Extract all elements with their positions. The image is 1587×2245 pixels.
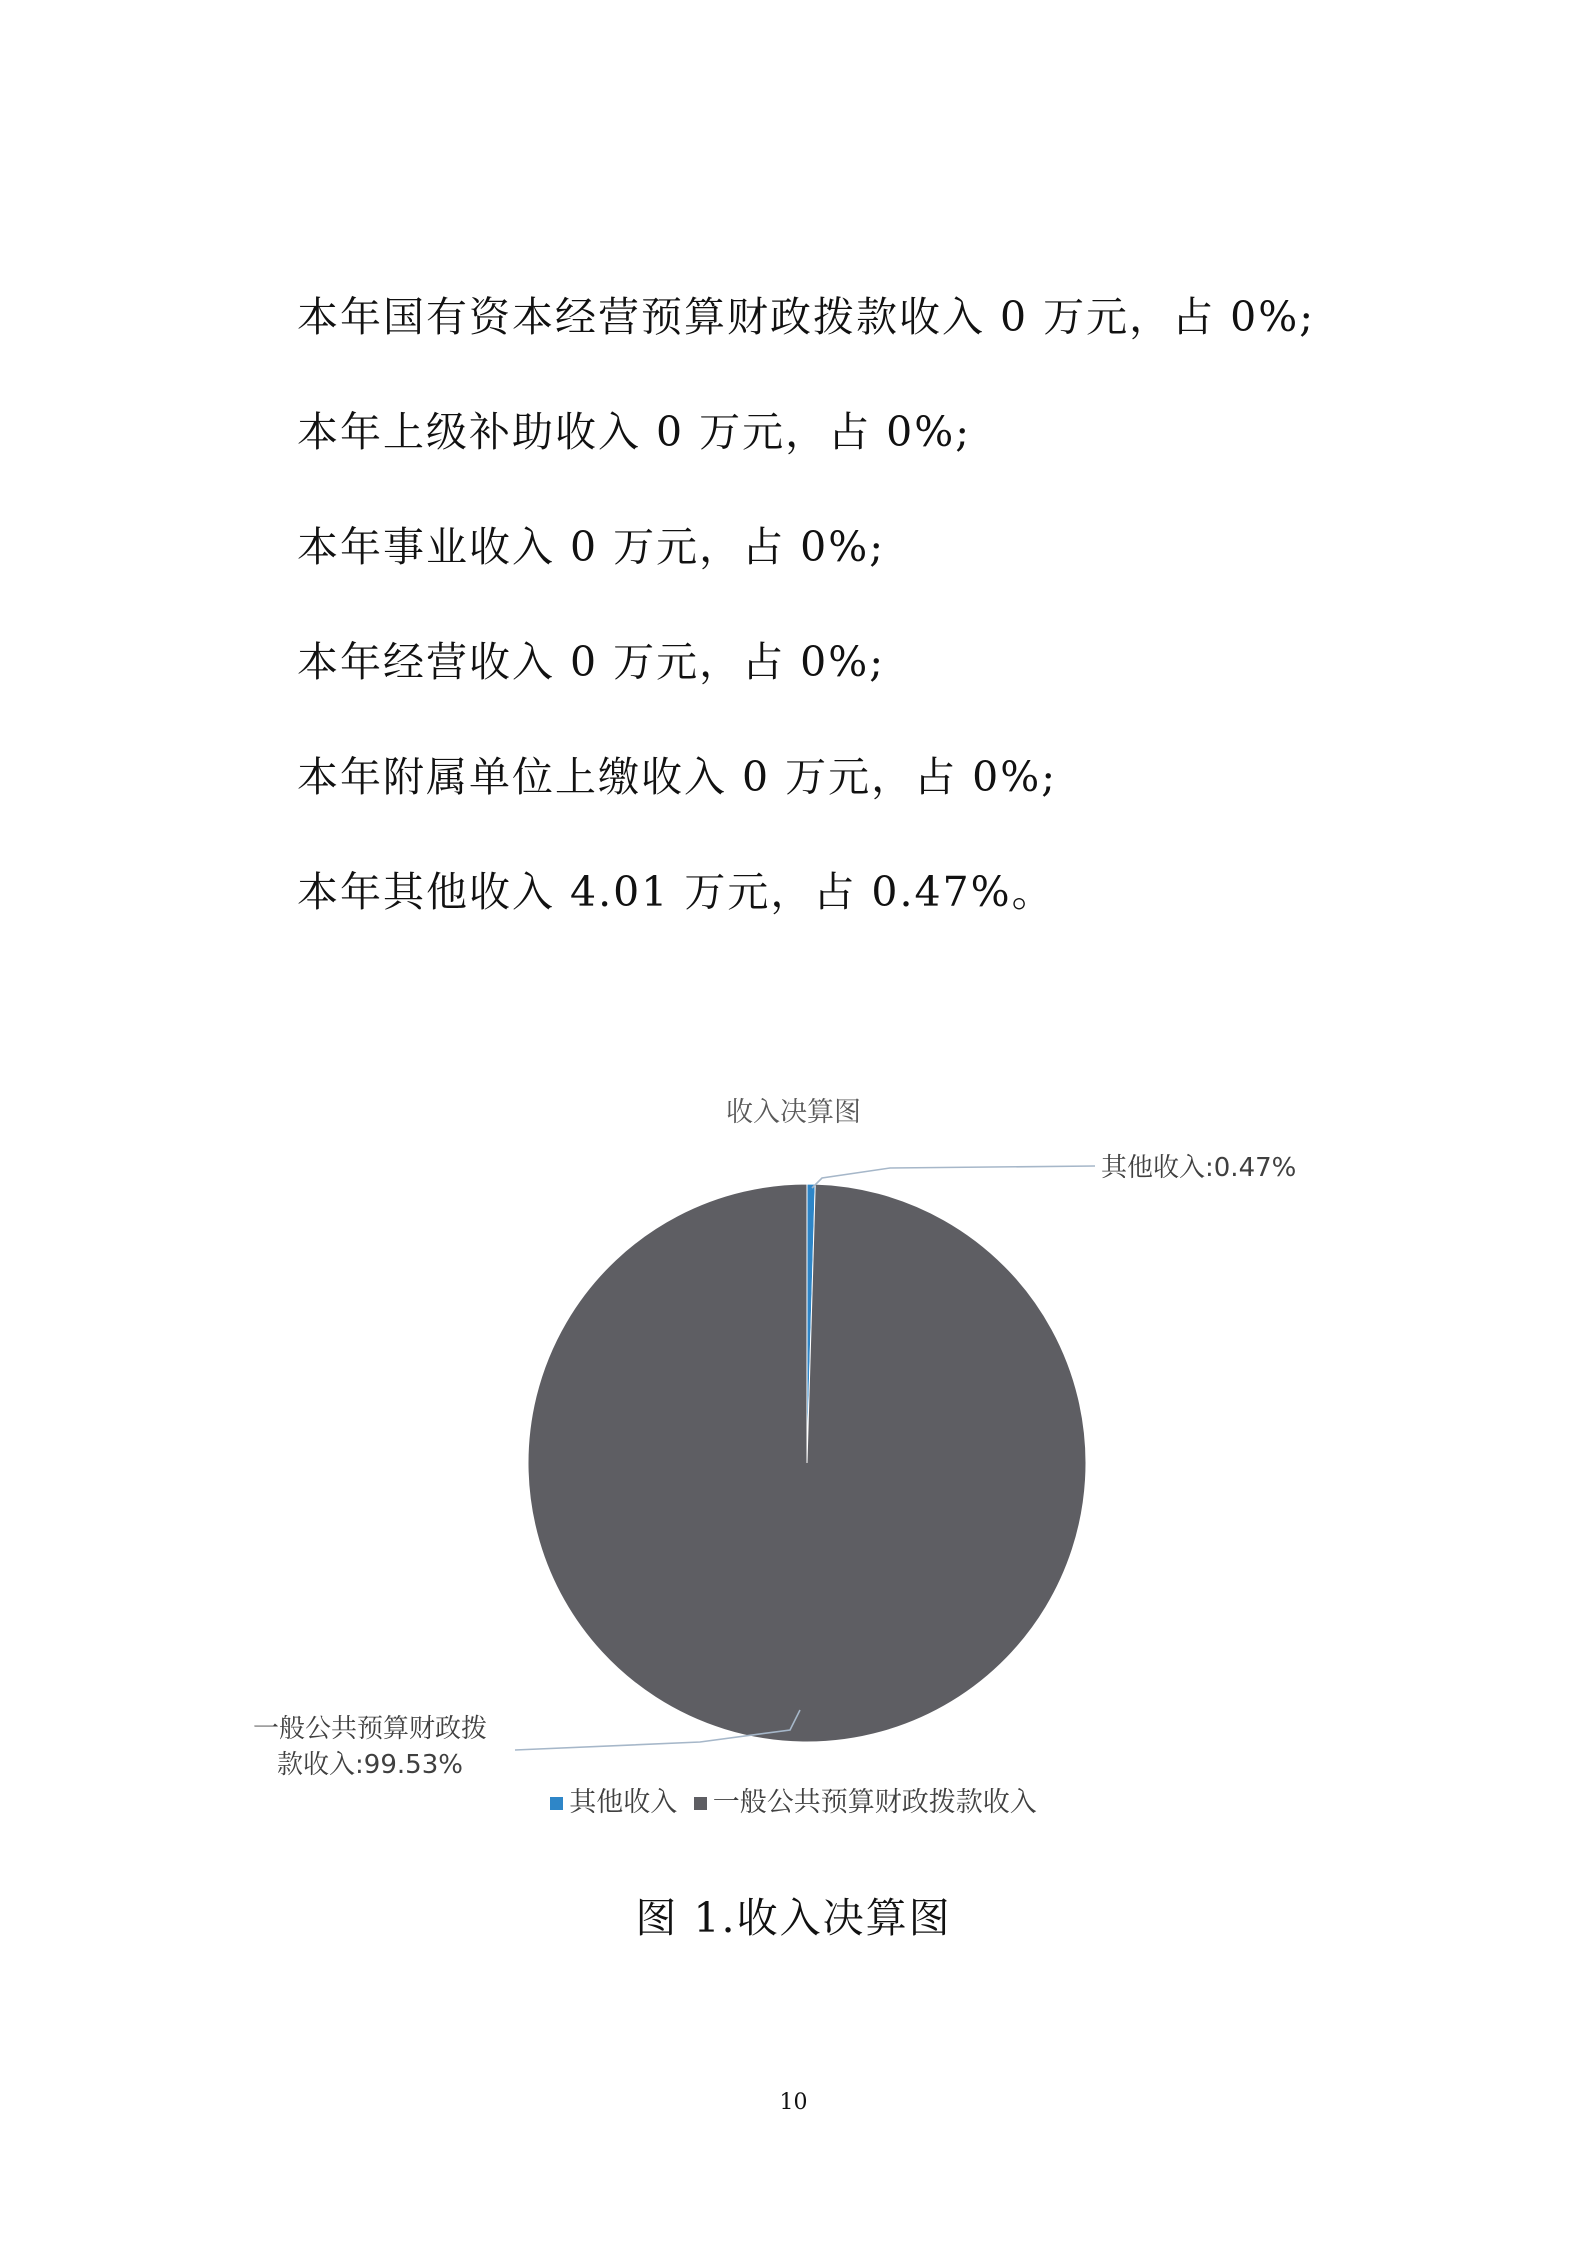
paragraph: 本年经营收入 0 万元，占 0%;: [297, 638, 886, 686]
data-label-general-budget-line1: 一般公共预算财政拨: [252, 1714, 488, 1744]
data-label-general-budget-line2: 款收入:99.53%: [277, 1750, 463, 1780]
pie-chart: [0, 1070, 1587, 1840]
legend-item-other-income: [550, 1780, 677, 1819]
paragraph: 本年上级补助收入 0 万元，占 0%;: [297, 408, 972, 456]
chart-title: 收入决算图: [726, 1097, 861, 1128]
data-label-other-income: 其他收入:0.47%: [1101, 1153, 1297, 1183]
legend-swatch-other-income: [550, 1797, 563, 1810]
paragraph: 本年事业收入 0 万元，占 0%;: [297, 523, 886, 571]
pie-slice-general-budget: [528, 1184, 1086, 1742]
legend-label: 一般公共预算财政拨款收入: [712, 1787, 1037, 1818]
legend-swatch-general-budget: [694, 1797, 707, 1810]
pie-chart-plot: [0, 1070, 1587, 1840]
legend-label: 其他收入: [569, 1787, 678, 1818]
body-text: [297, 288, 1397, 978]
paragraph: 本年国有资本经营预算财政拨款收入 0 万元，占 0%;: [297, 293, 1316, 341]
paragraph: 本年附属单位上缴收入 0 万元，占 0%;: [297, 753, 1058, 801]
page-number: 10: [779, 2090, 808, 2115]
chart-legend: [0, 1780, 1587, 1819]
figure-caption: 图 1.收入决算图: [635, 1894, 952, 1942]
legend-item-general-budget: [694, 1780, 1037, 1819]
paragraph: 本年其他收入 4.01 万元，占 0.47%。: [297, 868, 1055, 916]
leader-line-other-income: [812, 1166, 1095, 1188]
pie-slices: [528, 1184, 1086, 1742]
